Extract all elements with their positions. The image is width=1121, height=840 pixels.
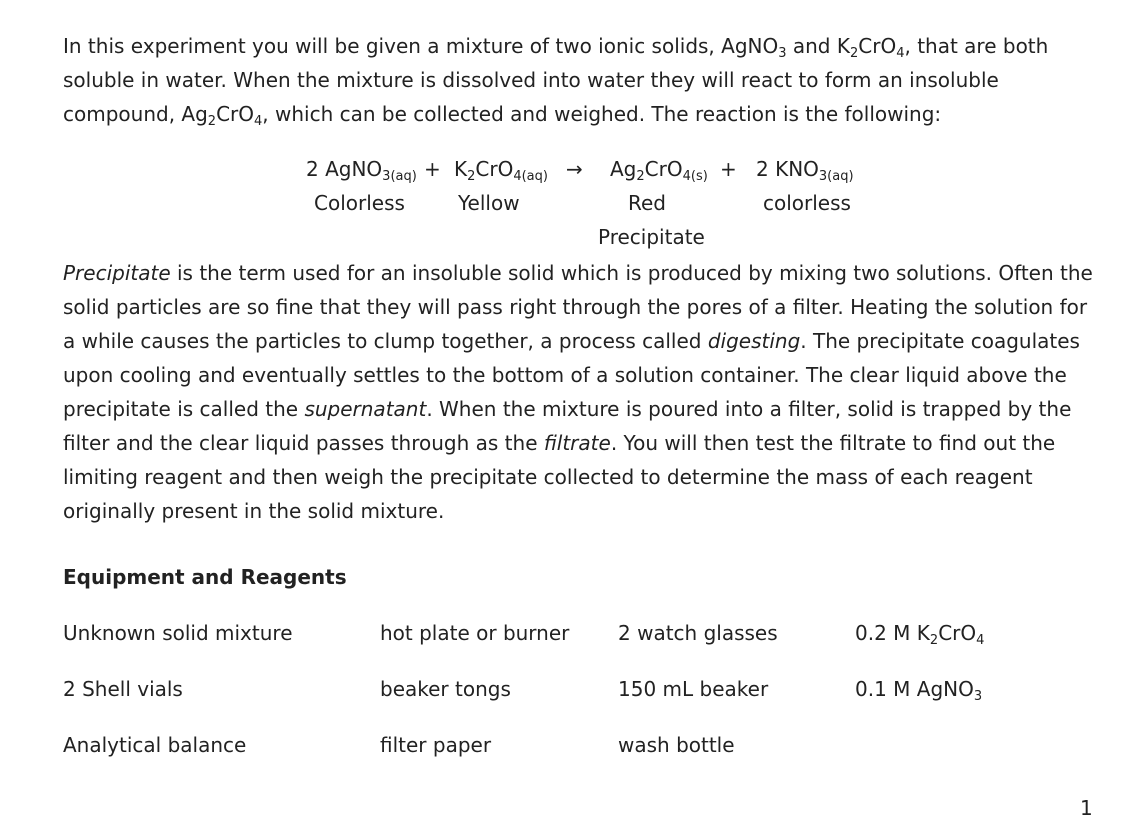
subscript: 2	[207, 114, 217, 129]
plus-sign: +	[720, 157, 737, 181]
equipment-item: 150 mL beaker	[618, 677, 769, 701]
intro-text: , that are both soluble in water. When the mixture is dissolved into water they will react to form an insoluble compound, Ag	[63, 34, 1049, 126]
label-precipitate: Precipitate	[598, 225, 705, 249]
equipment-item: Analytical balance	[63, 733, 247, 757]
reactant-agno3: 2 AgNO$_{3(aq)}$	[306, 157, 417, 184]
subscript: 3	[778, 46, 787, 61]
precipitate-paragraph: Precipitate is the term used for an insoluble solid which is produced by mixing two solutions. Often the solid particles are so fine that they will pass right through the pores of a filter. Heating the solution for a while causes the particles to clump together, a process called digesting. The precipitate coagulates upon cooling and eventually settles to the bottom of a solution container. The clear liquid above the precipitate is called the supernatant. When the mixture is poured into a filter, solid is trapped by the filter and the clear liquid passes through as the filtrate. You will then test the filtrate to find out the limiting reagent and then weigh the precipitate collected to determine the mass of each reagent originally present in the solid mixture.	[63, 261, 1093, 523]
equipment-item: hot plate or burner	[380, 621, 570, 645]
subscript: 2	[849, 46, 859, 61]
term-supernatant: supernatant	[304, 397, 427, 421]
label-colorless: Colorless	[314, 191, 405, 215]
term-digesting: digesting	[707, 329, 801, 353]
intro-text: In this experiment you will be given a mixture of two ionic solids, AgNO	[63, 34, 779, 58]
reagent-k2cro4: 0.2 M $K_2CrO_4$	[855, 621, 985, 648]
section-heading: Equipment and Reagents	[63, 565, 347, 589]
intro-text: CrO	[216, 102, 255, 126]
product-kno3: 2 $KNO_{3(aq)}$	[756, 157, 854, 184]
label-red: Red	[628, 191, 666, 215]
product-ag2cro4: $Ag_2CrO_{4(s)}$	[610, 157, 708, 184]
intro-text: , which can be collected and weighed. The reaction is the following:	[262, 102, 942, 126]
page-number: 1	[1080, 796, 1093, 820]
equipment-item: 2 watch glasses	[618, 621, 778, 645]
subscript: 4	[254, 114, 263, 129]
reactant-k2cro4: $K_2CrO_{4(aq)}$	[454, 157, 548, 184]
label-colorless-2: colorless	[763, 191, 851, 215]
equipment-item: filter paper	[380, 733, 492, 757]
intro-text: CrO	[858, 34, 897, 58]
plus-sign: +	[424, 157, 441, 181]
intro-paragraph	[63, 29, 1103, 131]
intro-text: and K	[786, 34, 850, 58]
reagent-agno3: 0.1 M AgNO$_3$	[855, 677, 983, 704]
term-filtrate: filtrate	[543, 431, 611, 455]
label-yellow: Yellow	[458, 191, 520, 215]
equipment-item: wash bottle	[618, 733, 735, 757]
reaction-arrow: →	[566, 157, 583, 181]
subscript: 4	[896, 46, 905, 61]
equipment-item: 2 Shell vials	[63, 677, 183, 701]
equipment-item: beaker tongs	[380, 677, 511, 701]
term-precipitate: Precipitate	[63, 261, 171, 285]
equipment-item: Unknown solid mixture	[63, 621, 293, 645]
